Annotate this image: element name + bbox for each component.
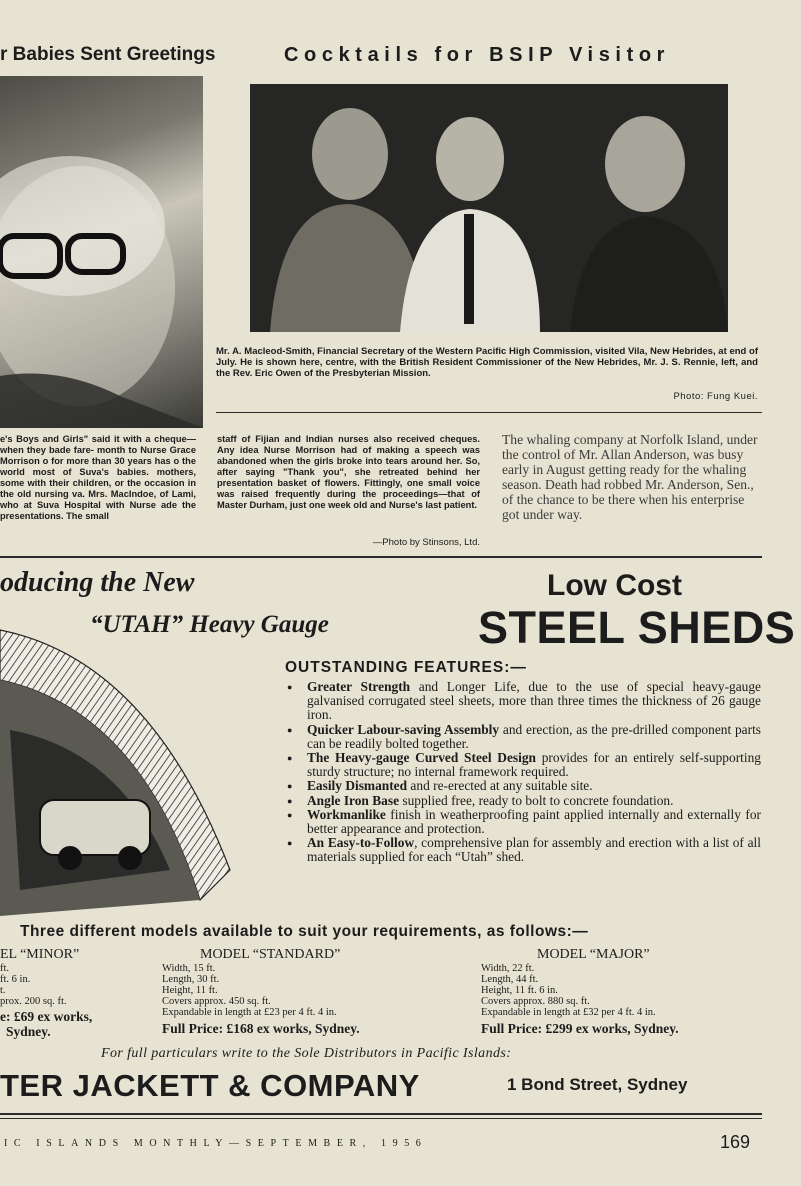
model-major-line: Length, 44 ft. <box>481 974 539 985</box>
shed-illustration <box>0 620 240 916</box>
model-major-line: Width, 22 ft. <box>481 963 535 974</box>
feature-item <box>285 836 761 864</box>
feature-bold: Workmanlike <box>307 806 386 822</box>
feature-text: finish in weatherproofing paint applied internally and externally for better appearance and protection. <box>307 806 761 837</box>
model-standard-line: Height, 11 ft. <box>162 985 218 996</box>
model-major-line: Expandable in length at £32 per 4 ft. 4 in. <box>481 1007 656 1018</box>
model-minor-line: t. <box>0 985 6 996</box>
three-men-illustration <box>250 84 728 332</box>
ad-utah-heading: “UTAH” Heavy Gauge <box>90 611 329 638</box>
feature-item <box>285 794 761 808</box>
models-line: Three different models available to suit your requirements, as follows:— <box>20 923 589 940</box>
feature-text: and Longer Life, due to the use of special heavy-gauge galvanised corrugated steel sheets, more than three times the thickness of 26 gauge iron. <box>307 679 762 723</box>
nurse-portrait-photo <box>0 76 203 428</box>
model-minor-title: EL “MINOR” <box>0 947 80 962</box>
model-standard-title: MODEL “STANDARD” <box>200 947 341 962</box>
right-headline: Cocktails for BSIP Visitor <box>284 44 671 66</box>
feature-bold: Greater Strength <box>307 679 411 694</box>
column-one-text: e's Boys and Girls" said it with a cheque—when they bade fare- month to Nurse Grace Morrison o for more than 30 years has o the world most of Suva's babies. mothers, some with their children, or the occasion in the old nursing va. Mrs. MacIndoe, of Lami, who at Suva Hospital with Nurse ade the presentations. The small <box>0 434 196 521</box>
ad-low-cost: Low Cost <box>547 569 682 602</box>
page-number: 169 <box>720 1132 751 1152</box>
feature-bold: An Easy-to-Follow <box>307 835 415 851</box>
model-minor <box>0 946 140 1039</box>
features-heading: OUTSTANDING FEATURES:— <box>285 659 527 676</box>
features-list <box>285 680 761 865</box>
feature-bold: The Heavy-gauge Curved Steel Design <box>307 750 536 766</box>
caption-rule <box>216 412 762 413</box>
model-standard-line: Covers approx. 450 sq. ft. <box>162 996 271 1007</box>
ad-steel-sheds: STEEL SHEDS <box>478 602 796 653</box>
feature-item <box>285 751 761 779</box>
column-two-text: staff of Fijian and Indian nurses also received cheques. Any idea Nurse Morrison had of making a speech was abandoned when the girls broke into tears around her. So, after saying "Thank you", she retreated behind her presentation basket of flowers. Fittingly, one small voice was raised frequently during the proceedings—that of Master Durham, just one week old and Nurse's last patient. <box>217 434 480 510</box>
model-standard-price: Full Price: £168 ex works, Sydney. <box>162 1021 360 1036</box>
model-standard-line: Length, 30 ft. <box>162 974 220 985</box>
portrait-illustration <box>0 76 203 428</box>
ad-intro: oducing the New <box>0 567 195 598</box>
photo-caption: Mr. A. Macleod-Smith, Financial Secretary of the Western Pacific High Commission, visited Vila, New Hebrides, at end of July. He is shown here, centre, with the British Resident Commissioner of the New Hebrides, Mr. J. S. Rennie, left, and the Rev. Eric Owen of the Presbyterian Mission. <box>216 346 758 379</box>
model-minor-line: ft. 6 in. <box>0 974 31 985</box>
ad-top-rule <box>0 556 762 558</box>
cocktails-photo <box>250 84 728 332</box>
model-minor-price: e: £69 ex works, <box>0 1009 93 1024</box>
model-major-line: Covers approx. 880 sq. ft. <box>481 996 590 1007</box>
model-minor-line: prox. 200 sq. ft. <box>0 996 67 1007</box>
model-major-line: Height, 11 ft. 6 in. <box>481 985 558 996</box>
model-standard <box>162 946 462 1037</box>
feature-text: supplied free, ready to bolt to concrete foundation. <box>399 792 674 808</box>
feature-item <box>285 723 761 751</box>
model-major-price: Full Price: £299 ex works, Sydney. <box>481 1021 679 1036</box>
model-major-title: MODEL “MAJOR” <box>537 947 650 962</box>
model-minor-price-2: Sydney. <box>6 1024 51 1039</box>
feature-item <box>285 808 761 836</box>
column-two-credit: —Photo by Stinsons, Ltd. <box>372 537 480 548</box>
feature-text: provides for an entirely self-supporting sturdy structure; no internal framework required. <box>307 750 761 780</box>
feature-bold: Angle Iron Base <box>307 792 400 808</box>
footer-rule-thick <box>0 1113 762 1115</box>
model-minor-line: ft. <box>0 963 10 974</box>
feature-item <box>285 680 761 723</box>
feature-text: , comprehensive plan for assembly and erection with a list of all materials supplied for each “Utah” shed. <box>307 835 761 865</box>
footer-rule-thin <box>0 1118 762 1119</box>
feature-text: and re-erected at any suitable site. <box>407 778 593 794</box>
particulars-line: For full particulars write to the Sole Distributors in Pacific Islands: <box>101 1046 512 1061</box>
feature-text: and erection, as the pre-drilled component parts can be readily bolted together. <box>307 721 761 751</box>
model-major <box>481 946 771 1037</box>
feature-bold: Quicker Labour-saving Assembly <box>307 721 500 737</box>
feature-item <box>285 779 761 793</box>
column-three-text: The whaling company at Norfolk Island, under the control of Mr. Allan Anderson, was busy early in August getting ready for the whaling season. Death had robbed Mr. Anderson, Sen., of the chance to be there when his enterprise got under way. <box>502 432 758 522</box>
model-standard-line: Expandable in length at £23 per 4 ft. 4 in. <box>162 1007 337 1018</box>
running-footer: IC ISLANDS MONTHLY—SEPTEMBER, 1956 <box>4 1138 428 1149</box>
feature-bold: Easily Dismanted <box>307 778 408 794</box>
model-standard-line: Width, 15 ft. <box>162 963 216 974</box>
company-name: TER JACKETT & COMPANY <box>0 1068 420 1103</box>
left-headline: r Babies Sent Greetings <box>0 44 216 65</box>
photo-credit: Photo: Fung Kuei. <box>673 391 758 402</box>
company-address: 1 Bond Street, Sydney <box>507 1075 688 1094</box>
